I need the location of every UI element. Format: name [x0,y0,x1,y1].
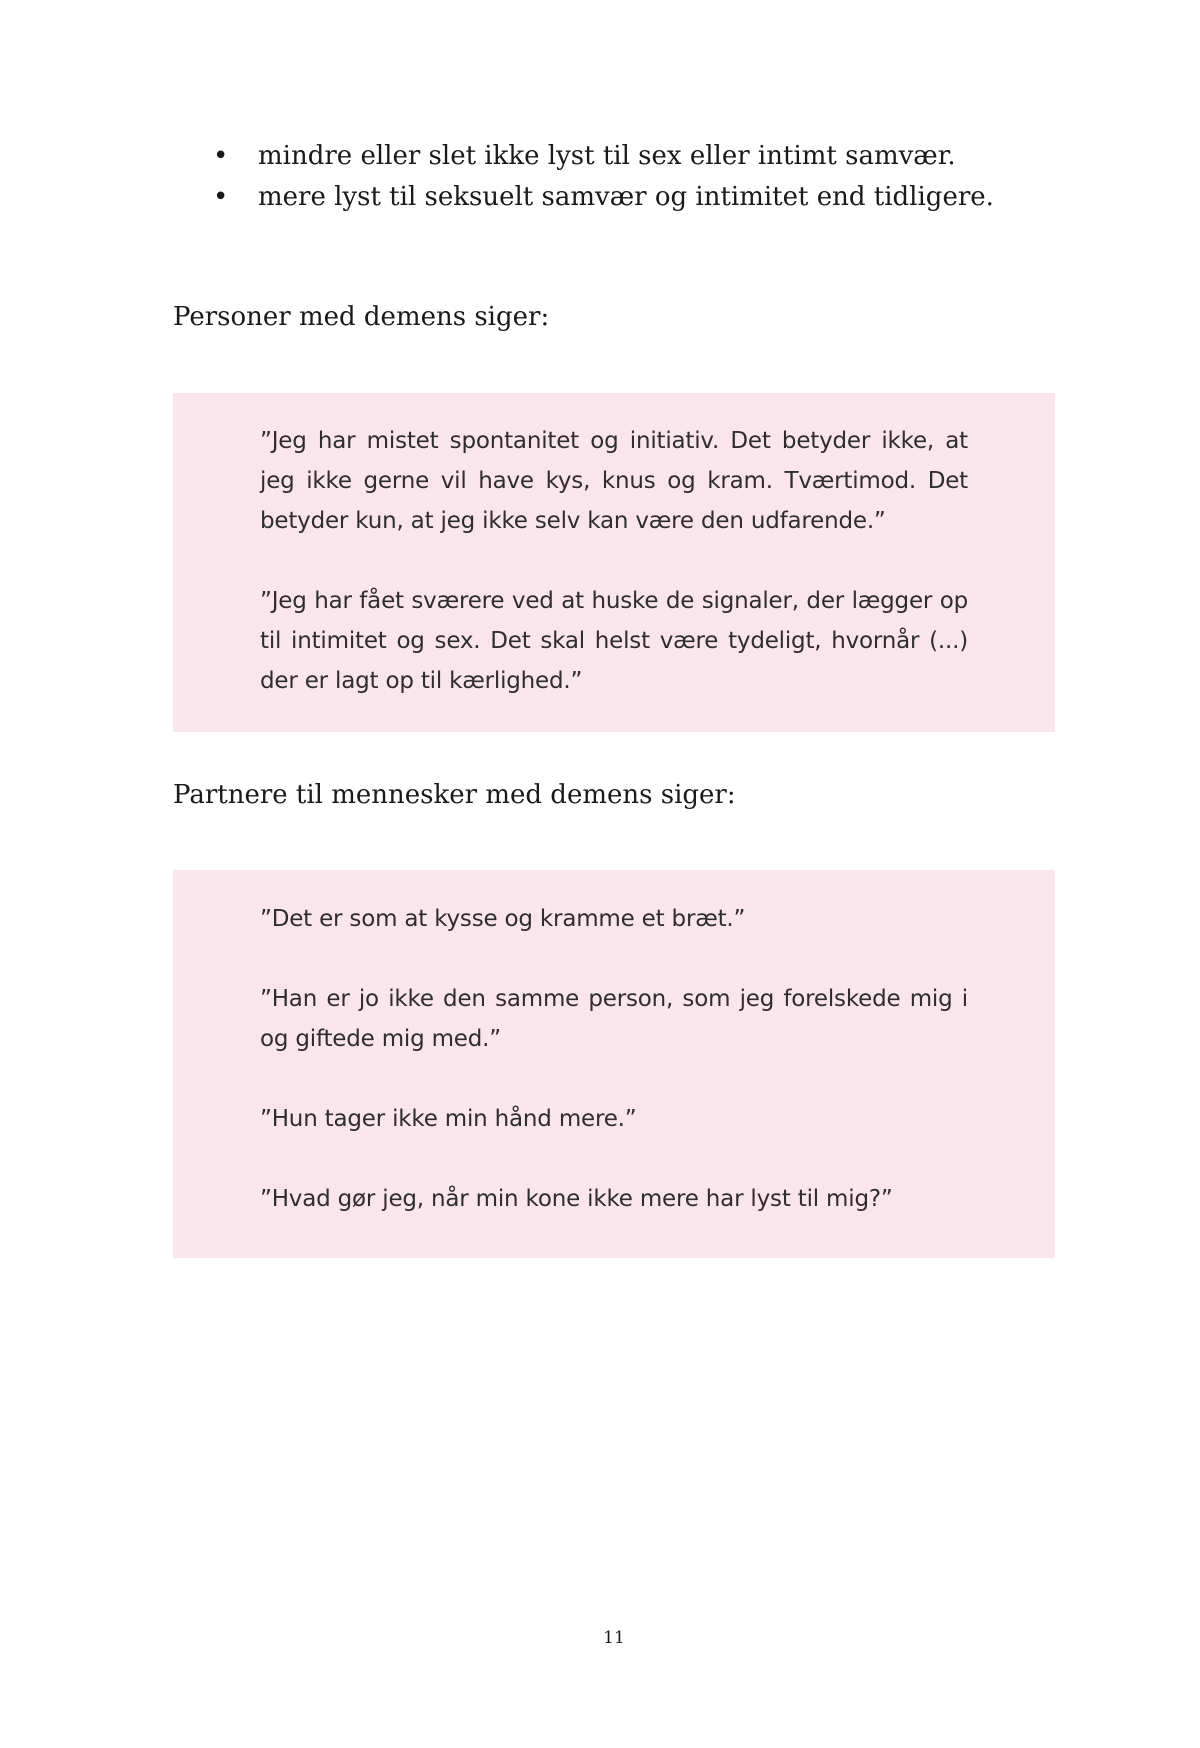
bullet-text: mere lyst til seksuelt samvær og intimitet end tidligere. [258,182,994,212]
quote: ”Jeg har mistet spontanitet og initiativ. Det betyder ikke, at jeg ikke gerne vil have kys, knus og kram. Tværtimod. Det betyder kun, at jeg ikke selv kan være den udfarende.” [260,428,968,534]
bullet-list [203,136,1023,218]
page-number: 11 [603,1628,625,1648]
quote-box-partners [173,870,1055,1258]
quote: ”Det er som at kysse og kramme et bræt.” [260,906,746,932]
bullet-icon: • [213,182,229,212]
bullet-item [203,136,1023,177]
quote: ”Hvad gør jeg, når min kone ikke mere har lyst til mig?” [260,1186,893,1212]
quote: ”Hun tager ikke min hånd mere.” [260,1106,637,1132]
bullet-item [203,177,1023,218]
section-heading-partners: Partnere til mennesker med demens siger: [173,780,736,810]
quote: ”Jeg har fået sværere ved at huske de signaler, der lægger op til intimitet og sex. Det skal helst være tydeligt, hvornår (...) der er lagt op til kærlighed.” [260,588,968,694]
bullet-text: mindre eller slet ikke lyst til sex eller intimt samvær. [258,141,956,171]
section-heading-persons: Personer med demens siger: [173,302,550,332]
quote-box-persons [173,393,1055,732]
quote: ”Han er jo ikke den samme person, som jeg forelskede mig i og giftede mig med.” [260,986,968,1052]
bullet-icon: • [213,141,229,171]
